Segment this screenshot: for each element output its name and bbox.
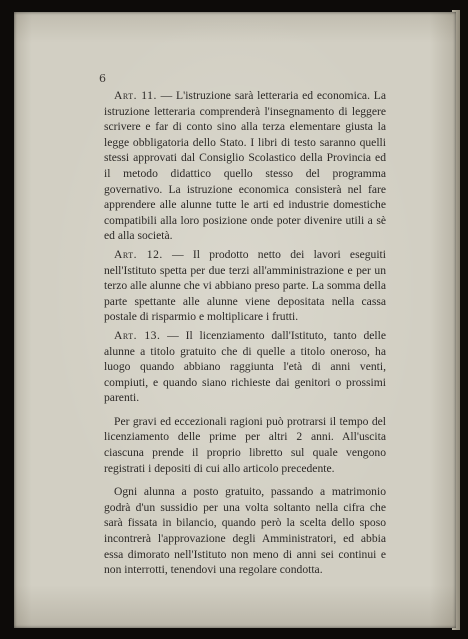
matrimonio-paragraph — [104, 484, 386, 578]
article-11-paragraph — [104, 88, 386, 244]
paragraph-text: — L'istruzione sarà letteraria ed economica. La istruzione letteraria comprenderà l'insegnamento di leggere scrivere e far di conto sino alla terza elementare giusta la legge obbligatoria dello Stato. I libri di testo saranno quelli stessi approvati dal Consiglio Scolastico della Provincia ed il metodo didattico quello stesso del programma governativo. La istruzione economica consisterà nel fare apprendere alle alunne tutte le arti ed industrie domestiche compatibili alla loro posizione onde poter divenire utili a sè ed alla società. — [104, 89, 386, 243]
page-number: 6 — [99, 72, 106, 85]
paragraph-text: Per gravi ed eccezionali ragioni può protrarsi il tempo del licenziamento delle prime per altri 2 anni. All'uscita ciascuna prende il proprio libretto sul quale vengono registrati i depositi di cui allo articolo precedente. — [104, 414, 386, 475]
article-label: Art. 13. — [114, 328, 161, 342]
article-label: Art. 11. — [114, 89, 157, 102]
paragraph-text: — Il licenziamento dall'Istituto, tanto delle alunne a titolo gratuito che di quelle a titolo oneroso, ha luogo quando abbiano raggiunta l'età di anni venti, compiuti, e quando siano richieste dai genitori o prossimi parenti. — [104, 328, 386, 405]
licenziamento-paragraph — [104, 414, 386, 476]
article-12-paragraph — [104, 247, 386, 325]
article-label: Art. 12. — [114, 247, 163, 261]
article-13-paragraph — [104, 328, 386, 406]
body-text — [104, 88, 386, 581]
paragraph-text: Ogni alunna a posto gratuito, passando a matrimonio godrà d'un sussidio per una volta soltanto nella cifra che sarà fissata in bilancio, quando però la scelta dello sposo incontrerà l'approvazione degli Amministratori, ed abbia essa dimorato nell'Istituto non meno di anni sei continui e non interrotti, tenendovi una regolare condotta. — [104, 485, 386, 577]
paragraph-text: — Il prodotto netto dei lavori eseguiti nell'Istituto spetta per due terzi all'amministrazione e per un terzo alle alunne che vi abbiano preso parte. La somma della parte spettante alle alunne viene depositata nella cassa postale di risparmio e moltiplicare i frutti. — [104, 247, 386, 324]
